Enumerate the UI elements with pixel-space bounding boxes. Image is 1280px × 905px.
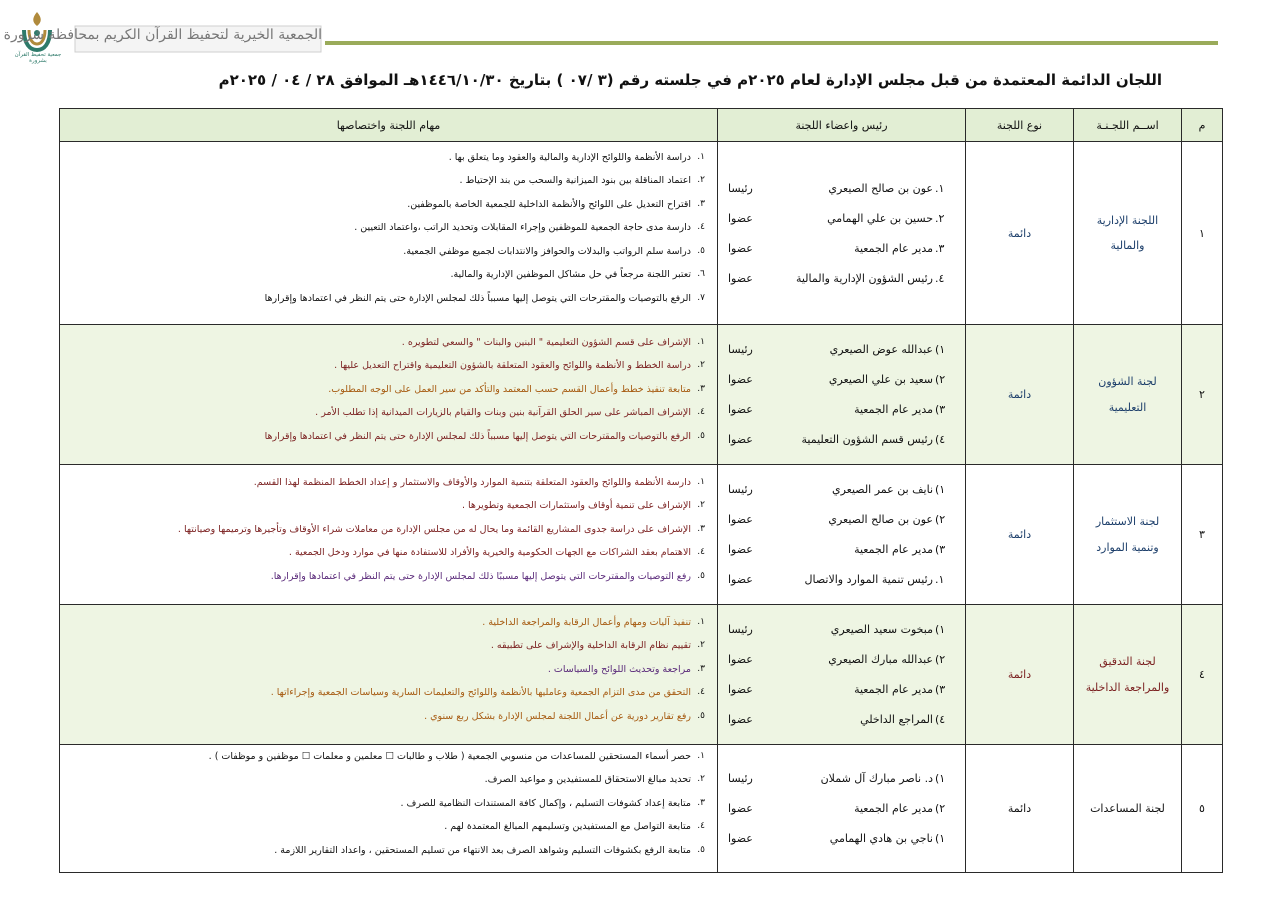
task-item	[68, 820, 705, 844]
member-index: ٣)	[935, 683, 946, 696]
members-list	[718, 173, 965, 293]
member-name: عون بن صالح الصيعري	[828, 181, 933, 195]
logo-caption: جمعية تحفيظ القرآن بشرورة	[14, 52, 62, 65]
committee-type: دائمة	[966, 605, 1074, 745]
task-text: تنفيذ آليات ومهام وأعمال الرقابة والمراجعة الداخلية .	[482, 616, 691, 628]
task-text: اقتراح التعديل على اللوائح والأنظمة الداخلية للجمعية الخاصة بالموظفين.	[407, 198, 691, 210]
tasks-list	[60, 750, 717, 868]
members-cell	[718, 325, 966, 465]
member-item	[728, 764, 957, 794]
member-role: عضوا	[728, 433, 753, 446]
task-index: ٢.	[697, 175, 705, 186]
committee-type: دائمة	[966, 465, 1074, 605]
task-text: متابعة الرفع بكشوفات التسليم وشواهد الصرف بعد الانتهاء من تسليم المستحقين ، واعداد التقارير اللازمة .	[274, 844, 691, 856]
task-text: متابعة التواصل مع المستفيدين وتسليمهم المبالغ المعتمدة لهم .	[444, 821, 691, 833]
task-index: ٤.	[697, 821, 705, 832]
member-name: رئيس تنمية الموارد والاتصال	[804, 573, 933, 586]
committee-name	[1074, 325, 1182, 465]
task-text: الرفع بالتوصيات والمقترحات التي يتوصل إليها مسبباً ذلك لمجلس الإدارة حتى يتم النظر في اعتمادها وإقرارها	[264, 292, 691, 304]
task-item	[68, 383, 705, 407]
members-cell	[718, 142, 966, 325]
tasks-list	[60, 151, 717, 316]
header-type: نوع اللجنة	[966, 109, 1074, 142]
committee-name-line2: والمالية	[1110, 239, 1145, 252]
task-item	[68, 268, 705, 292]
task-text: الإشراف على قسم الشؤون التعليمية " البنين والبنات " والسعي لتطويره .	[401, 336, 691, 348]
task-text: دراسة سلم الرواتب والبدلات والحوافز والانتدابات لجميع موظفي الجمعية.	[403, 245, 691, 257]
committee-name-line1: اللجنة الإدارية	[1096, 213, 1159, 227]
header-members: رئيس واعضاء اللجنة	[718, 109, 966, 142]
member-role: عضوا	[728, 211, 753, 225]
member-role: عضوا	[728, 543, 753, 556]
task-index: ١.	[697, 750, 705, 761]
header-tasks: مهام اللجنة واختصاصها	[60, 109, 718, 142]
member-role: عضوا	[728, 653, 753, 666]
member-role: عضوا	[728, 832, 753, 845]
tasks-cell	[60, 745, 718, 873]
member-index: ١)	[935, 483, 946, 496]
member-name: حسين بن علي الهمامي	[827, 211, 933, 225]
task-text: متابعة تنفيذ خطط وأعمال القسم حسب المعتمد والتأكد من سير العمل على الوجه المطلوب.	[328, 383, 691, 395]
member-index: ١)	[935, 343, 946, 356]
member-item	[728, 565, 957, 595]
committee-type: دائمة	[966, 142, 1074, 325]
task-text: الإشراف على دراسة جدوى المشاريع القائمة وما يحال له من مجلس الإدارة من معاملات شراء الأوقاف وتأجيرها وترميمها وصيانتها .	[177, 523, 691, 535]
table-row	[60, 605, 1223, 745]
task-index: ١.	[697, 336, 705, 347]
member-item	[728, 263, 957, 293]
members-list	[718, 764, 965, 854]
header-num: م	[1182, 109, 1223, 142]
member-item	[728, 645, 957, 675]
tasks-cell	[60, 465, 718, 605]
committee-name-line2: التعليمية	[1108, 400, 1147, 414]
member-index: ١)	[935, 772, 946, 785]
task-text: دارسة الأنظمة واللوائح والعقود المتعلقة بتنمية الموارد والأوقاف والاستثمار و إعداد الخطط المنظمة لهذا القسم.	[253, 476, 691, 488]
member-role: عضوا	[728, 271, 753, 285]
row-number: ٥	[1182, 745, 1223, 873]
member-name: المراجع الداخلي	[860, 713, 933, 726]
member-name: ناجي بن هادي الهمامي	[829, 832, 933, 845]
task-text: الإشراف المباشر على سير الحلق القرآنية بنين وبنات والقيام بالزيارات الميدانية إذا تطلب الأمر .	[315, 407, 691, 419]
member-name: عبدالله عوض الصيعري	[829, 343, 933, 356]
member-name: مدير عام الجمعية	[854, 403, 933, 416]
table-row	[60, 325, 1223, 465]
task-item	[68, 639, 705, 663]
member-index: ٢)	[935, 802, 946, 815]
member-index: ١.	[935, 181, 945, 195]
task-index: ٥.	[697, 844, 705, 855]
member-role: رئيسا	[728, 772, 753, 785]
committees-table	[59, 108, 1223, 873]
task-text: تحديد مبالغ الاستحقاق للمستفيدين و مواعيد الصرف.	[484, 774, 691, 786]
tasks-list	[60, 336, 717, 454]
members-cell	[718, 605, 966, 745]
task-index: ٣.	[697, 383, 705, 394]
row-number: ٤	[1182, 605, 1223, 745]
member-index: ٢)	[935, 373, 946, 386]
table-row	[60, 142, 1223, 325]
task-item	[68, 499, 705, 523]
task-item	[68, 797, 705, 821]
committee-name	[1074, 605, 1182, 745]
member-name: د. ناصر مبارك آل شملان	[820, 772, 933, 785]
row-number: ١	[1182, 142, 1223, 325]
member-role: عضوا	[728, 241, 753, 255]
member-item	[728, 203, 957, 233]
member-index: ٢)	[935, 653, 946, 666]
task-text: الاهتمام بعقد الشراكات مع الجهات الحكومية والخيرية والأفراد للاستفادة منها في موارد ودخل الجمعية .	[288, 547, 691, 559]
member-name: عون بن صالح الصيعري	[828, 513, 933, 526]
task-text: دارسة مدى حاجة الجمعية للموظفين وإجراء المقابلات وتحديد الراتب ،واعتماد التعيين .	[354, 222, 691, 234]
committee-name	[1074, 745, 1182, 873]
member-name: مدير عام الجمعية	[854, 241, 933, 255]
task-text: التحقق من مدى التزام الجمعية وعامليها بالأنظمة واللوائح والتعليمات السارية وسياسات الجمعية وإجراءاتها .	[270, 687, 691, 699]
task-item	[68, 710, 705, 734]
member-name: عبدالله مبارك الصيعري	[828, 653, 933, 666]
committee-name-line1: لجنة المساعدات	[1090, 801, 1165, 815]
member-name: مدير عام الجمعية	[854, 802, 933, 815]
header-name: اســم اللجـنـة	[1074, 109, 1182, 142]
member-index: ٢)	[935, 513, 946, 526]
task-index: ١.	[697, 151, 705, 162]
member-item	[728, 233, 957, 263]
member-item	[728, 425, 957, 455]
member-index: ٣)	[935, 543, 946, 556]
member-role: رئيسا	[728, 181, 753, 195]
member-item	[728, 824, 957, 854]
task-text: دراسة الأنظمة واللوائح الإدارية والمالية والعقود وما يتعلق بها .	[448, 151, 691, 163]
member-role: رئيسا	[728, 483, 753, 496]
member-role: عضوا	[728, 573, 753, 586]
committee-name-line1: لجنة الاستثمار	[1095, 515, 1160, 529]
committee-name-line1: لجنة التدقيق	[1099, 655, 1156, 669]
member-item	[728, 615, 957, 645]
member-role: رئيسا	[728, 343, 753, 356]
task-index: ٤.	[697, 687, 705, 698]
member-name: مدير عام الجمعية	[854, 683, 933, 696]
member-role: عضوا	[728, 513, 753, 526]
table-row	[60, 465, 1223, 605]
page-title: اللجان الدائمة المعتمدة من قبل مجلس الإدارة لعام ٢٠٢٥م في جلسته رقم (٣ /٠٧ ) بتاريخ ١٤٤٦/١٠/٣٠هـ الموافق ٢٨ / ٠٤ / ٢٠٢٥م	[218, 71, 1162, 89]
task-item	[68, 359, 705, 383]
member-index: ٢.	[935, 211, 945, 225]
member-item	[728, 173, 957, 203]
task-item	[68, 663, 705, 687]
task-item	[68, 750, 705, 774]
member-name: مدير عام الجمعية	[854, 543, 933, 556]
task-index: ٣.	[697, 797, 705, 808]
task-index: ٢.	[697, 360, 705, 371]
member-item	[728, 794, 957, 824]
member-index: ١)	[935, 623, 946, 636]
member-index: ١)	[935, 832, 946, 845]
member-index: ٤)	[935, 433, 946, 446]
tasks-cell	[60, 325, 718, 465]
task-item	[68, 773, 705, 797]
member-index: ١.	[935, 573, 945, 586]
task-index: ٥.	[697, 430, 705, 441]
member-item	[728, 675, 957, 705]
member-item	[728, 705, 957, 735]
committee-name-line1: لجنة الشؤون	[1098, 375, 1157, 389]
tasks-list	[60, 616, 717, 734]
members-list	[718, 615, 965, 735]
task-text: تعتبر اللجنة مرجعاً في حل مشاكل الموظفين الإدارية والمالية.	[450, 269, 691, 281]
association-name-banner: الجمعية الخيرية لتحفيظ القرآن الكريم بمحافظة شرورة	[3, 27, 322, 43]
committee-name-line2: وتنمية الموارد	[1096, 540, 1159, 554]
task-index: ٣.	[697, 198, 705, 209]
task-text: تقييم نظام الرقابة الداخلية والإشراف على تطبيقه .	[490, 640, 691, 652]
member-item	[728, 365, 957, 395]
member-name: مبخوت سعيد الصيعري	[830, 623, 933, 636]
member-item	[728, 505, 957, 535]
member-name: رئيس قسم الشؤون التعليمية	[801, 433, 933, 446]
table-header-row	[60, 109, 1223, 142]
member-index: ٣)	[935, 403, 946, 416]
member-item	[728, 475, 957, 505]
member-role: عضوا	[728, 713, 753, 726]
table-row	[60, 745, 1223, 873]
member-index: ٤.	[935, 271, 945, 285]
task-text: اعتماد المناقلة بين بنود الميزانية والسحب من بند الإحتياط .	[459, 175, 691, 187]
task-item	[68, 546, 705, 570]
committee-type: دائمة	[966, 325, 1074, 465]
committee-name	[1074, 465, 1182, 605]
task-index: ٦.	[697, 269, 705, 280]
task-index: ٧.	[697, 292, 705, 303]
task-index: ٣.	[697, 663, 705, 674]
tasks-cell	[60, 142, 718, 325]
row-number: ٣	[1182, 465, 1223, 605]
member-item	[728, 535, 957, 565]
member-index: ٣.	[935, 241, 945, 255]
committee-type: دائمة	[966, 745, 1074, 873]
task-text: متابعة إعداد كشوفات التسليم ، وإكمال كافة المستندات النظامية للصرف .	[400, 797, 691, 809]
committee-name	[1074, 142, 1182, 325]
member-role: رئيسا	[728, 623, 753, 636]
task-item	[68, 570, 705, 594]
task-text: دراسة الخطط و الأنظمة واللوائح والعقود المتعلقة بالشؤون التعليمية واقتراح التعديل عليها .	[334, 360, 691, 372]
task-index: ٥.	[697, 710, 705, 721]
task-text: حصر أسماء المستحقين للمساعدات من منسوبي الجمعية ( طلاب و طالبات ☐ معلمين و معلمات ☐ موظفين و موظفات ) .	[208, 750, 691, 762]
member-name: سعيد بن علي الصيعري	[828, 373, 933, 386]
members-cell	[718, 745, 966, 873]
task-item	[68, 198, 705, 222]
task-text: رفع التوصيات والمقترحات التي يتوصل إليها مسببًا ذلك لمجلس الإدارة حتى يتم النظر في اعتمادها وإقرارها.	[270, 570, 691, 582]
row-number: ٢	[1182, 325, 1223, 465]
task-index: ٢.	[697, 774, 705, 785]
tasks-cell	[60, 605, 718, 745]
members-cell	[718, 465, 966, 605]
member-role: عضوا	[728, 802, 753, 815]
task-text: الإشراف على تنمية أوقاف واستثمارات الجمعية وتطويرها .	[461, 500, 691, 512]
task-index: ٤.	[697, 222, 705, 233]
task-item	[68, 406, 705, 430]
member-index: ٤)	[935, 713, 946, 726]
task-item	[68, 686, 705, 710]
task-item	[68, 430, 705, 454]
task-item	[68, 174, 705, 198]
task-item	[68, 616, 705, 640]
committee-name-line2: والمراجعة الداخلية	[1085, 680, 1170, 694]
member-item	[728, 395, 957, 425]
members-list	[718, 475, 965, 595]
task-item	[68, 476, 705, 500]
member-item	[728, 335, 957, 365]
member-role: عضوا	[728, 403, 753, 416]
task-item	[68, 336, 705, 360]
task-index: ٣.	[697, 523, 705, 534]
page-header	[0, 0, 1280, 70]
member-name: نايف بن عمر الصيعري	[831, 483, 933, 496]
task-index: ١.	[697, 616, 705, 627]
task-item	[68, 151, 705, 175]
task-index: ٥.	[697, 245, 705, 256]
task-item	[68, 292, 705, 316]
task-index: ٢.	[697, 500, 705, 511]
task-index: ٤.	[697, 407, 705, 418]
members-list	[718, 335, 965, 455]
task-item	[68, 245, 705, 269]
task-item	[68, 844, 705, 868]
member-role: عضوا	[728, 683, 753, 696]
member-role: عضوا	[728, 373, 753, 386]
task-text: مراجعة وتحديث اللوائح والسياسات .	[547, 663, 691, 675]
task-text: الرفع بالتوصيات والمقترحات التي يتوصل إليها مسبباً ذلك لمجلس الإدارة حتى يتم النظر في اعتمادها وإقرارها	[264, 430, 691, 442]
task-index: ١.	[697, 476, 705, 487]
task-item	[68, 523, 705, 547]
task-index: ٥.	[697, 570, 705, 581]
task-index: ٤.	[697, 547, 705, 558]
member-name: رئيس الشؤون الإدارية والمالية	[795, 271, 933, 285]
task-index: ٢.	[697, 640, 705, 651]
task-item	[68, 221, 705, 245]
task-text: رفع تقارير دورية عن أعمال اللجنة لمجلس الإدارة بشكل ربع سنوي .	[424, 710, 691, 722]
tasks-list	[60, 476, 717, 594]
header-rule	[325, 41, 1218, 45]
